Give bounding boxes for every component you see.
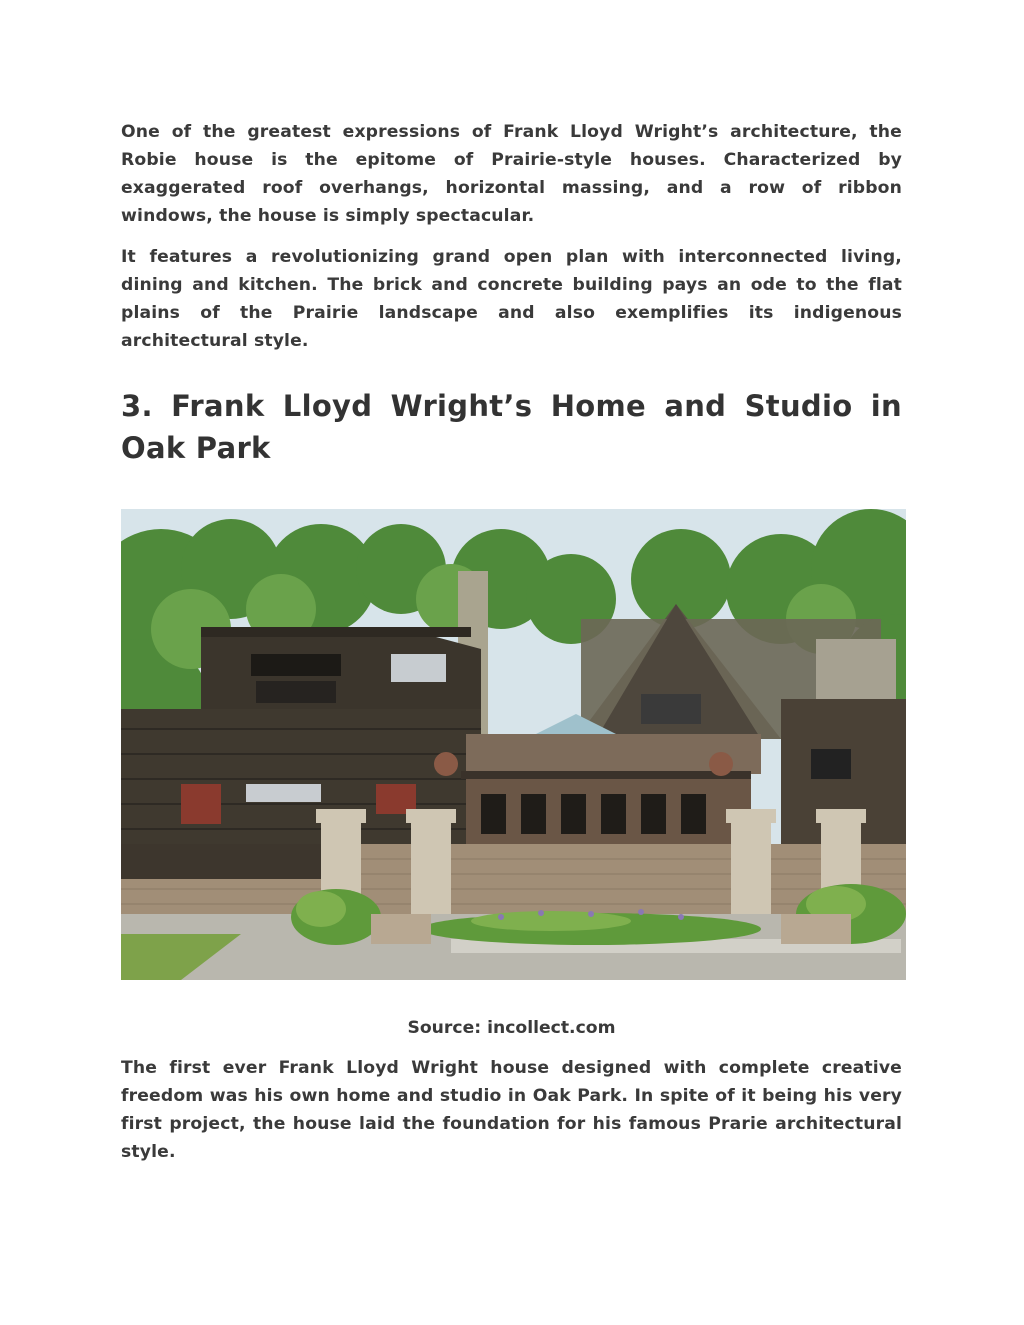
section-paragraph: The first ever Frank Lloyd Wright house designed with complete creative freedom was his own home and studio in Oak Park. In spite of it being his very first project, the house laid the foundation for his famous Prarie architectural style. (121, 1058, 902, 1162)
section-heading: 3. Frank Lloyd Wright’s Home and Studio in Oak Park (121, 389, 902, 465)
intro-paragraph-2: It features a revolutionizing grand open plan with interconnected living, dining and kitchen. The brick and concrete building pays an ode to the flat plains of the Prairie landscape and also exemplifies its indigenous architectural style. (121, 247, 902, 351)
document-page (121, 118, 902, 1166)
house-photo (121, 509, 906, 980)
image-caption: Source: incollect.com (407, 1018, 616, 1038)
intro-paragraph-1: One of the greatest expressions of Frank Lloyd Wright’s architecture, the Robie house is the epitome of Prairie-style houses. Characterized by exaggerated roof overhangs, horizontal massing, and a row of ribbon windows, the house is simply spectacular. (121, 122, 902, 226)
